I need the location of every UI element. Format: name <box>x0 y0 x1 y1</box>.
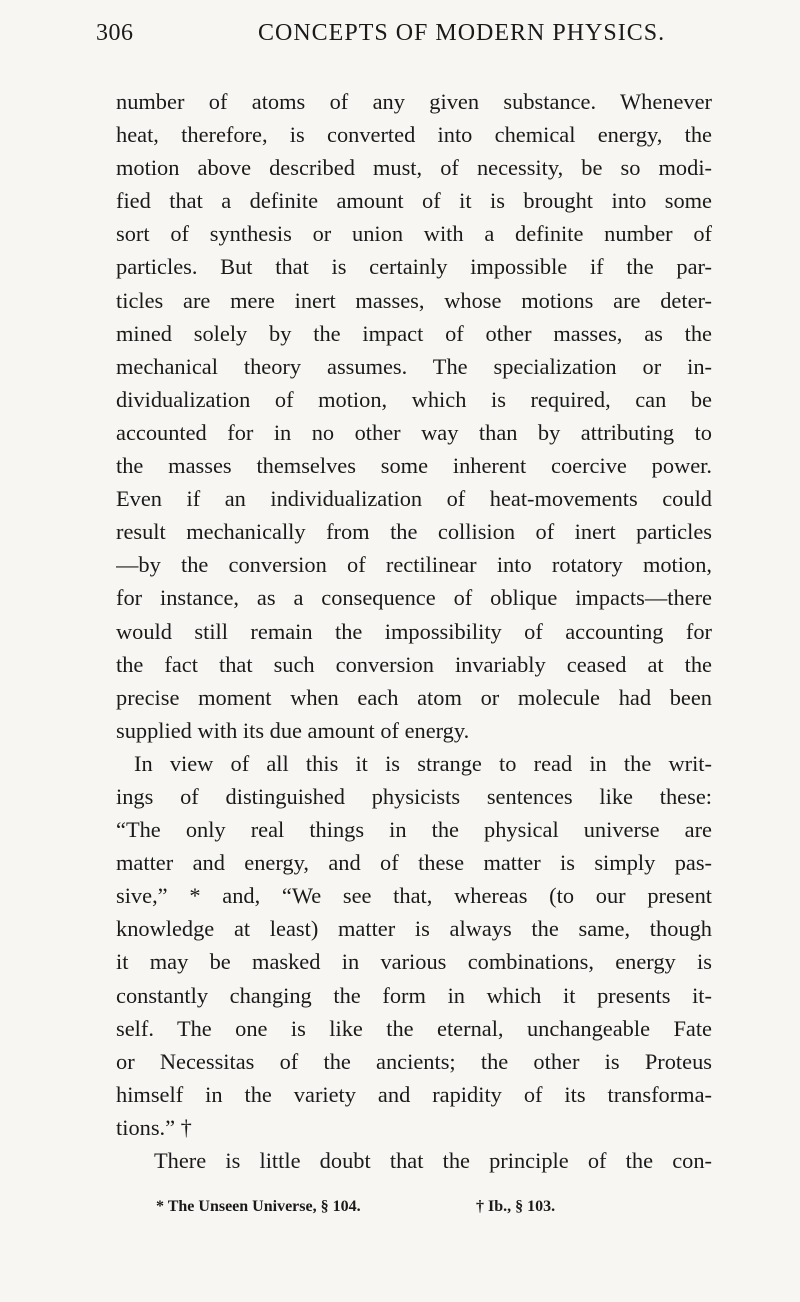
text-line: heat, therefore, is converted into chemical energy, the <box>116 122 712 148</box>
text-line: “The only real things in the physical universe are <box>116 817 712 843</box>
text-line: constantly changing the form in which it presents it- <box>116 982 712 1008</box>
text-line: mined solely by the impact of other masses, as the <box>116 320 712 346</box>
text-line: result mechanically from the collision of inert particles <box>116 519 712 545</box>
body-text <box>116 85 712 1177</box>
footnotes <box>156 1198 696 1222</box>
text-line: Even if an individualization of heat-movements could <box>116 486 712 512</box>
text-line: sive,” * and, “We see that, whereas (to our present <box>116 883 712 909</box>
page-header <box>96 14 706 54</box>
text-line: himself in the variety and rapidity of its transforma- <box>116 1081 712 1107</box>
text-line: it may be masked in various combinations, energy is <box>116 949 712 975</box>
text-line: fied that a definite amount of it is brought into some <box>116 188 712 214</box>
text-line: There is little doubt that the principle of the con- <box>154 1148 712 1173</box>
text-line: self. The one is like the eternal, unchangeable Fate <box>116 1015 712 1041</box>
text-line: dividualization of motion, which is required, can be <box>116 386 712 412</box>
text-line: for instance, as a consequence of oblique impacts—there <box>116 585 712 611</box>
text-line: particles. But that is certainly impossible if the par- <box>116 254 712 280</box>
text-line: supplied with its due amount of energy. <box>116 717 470 743</box>
text-line: mechanical theory assumes. The specialization or in- <box>116 353 712 379</box>
footnote: * The Unseen Universe, § 104. <box>156 1198 361 1215</box>
text-line: precise moment when each atom or molecule had been <box>116 684 712 710</box>
running-head: CONCEPTS OF MODERN PHYSICS. <box>258 20 666 46</box>
text-line: or Necessitas of the ancients; the other is Proteus <box>116 1048 712 1074</box>
text-line: tions.” † <box>116 1114 192 1140</box>
text-line: ticles are mere inert masses, whose motions are deter- <box>116 287 712 313</box>
text-line: In view of all this it is strange to read in the writ- <box>134 750 712 776</box>
text-line: ings of distinguished physicists sentences like these: <box>116 783 712 809</box>
text-line: accounted for in no other way than by attributing to <box>116 419 712 445</box>
text-line: number of atoms of any given substance. Whenever <box>116 89 712 114</box>
text-line: the masses themselves some inherent coercive power. <box>116 453 712 479</box>
text-line: would still remain the impossibility of accounting for <box>116 618 712 644</box>
text-line: sort of synthesis or union with a definite number of <box>116 221 712 247</box>
text-line: matter and energy, and of these matter is simply pas- <box>116 850 712 876</box>
footnote: † Ib., § 103. <box>476 1198 556 1215</box>
text-line: motion above described must, of necessity, be so modi- <box>116 155 712 181</box>
text-line: the fact that such conversion invariably ceased at the <box>116 651 712 677</box>
page-number: 306 <box>96 20 134 46</box>
text-line: —by the conversion of rectilinear into rotatory motion, <box>116 552 712 578</box>
text-line: knowledge at least) matter is always the same, though <box>116 916 712 942</box>
